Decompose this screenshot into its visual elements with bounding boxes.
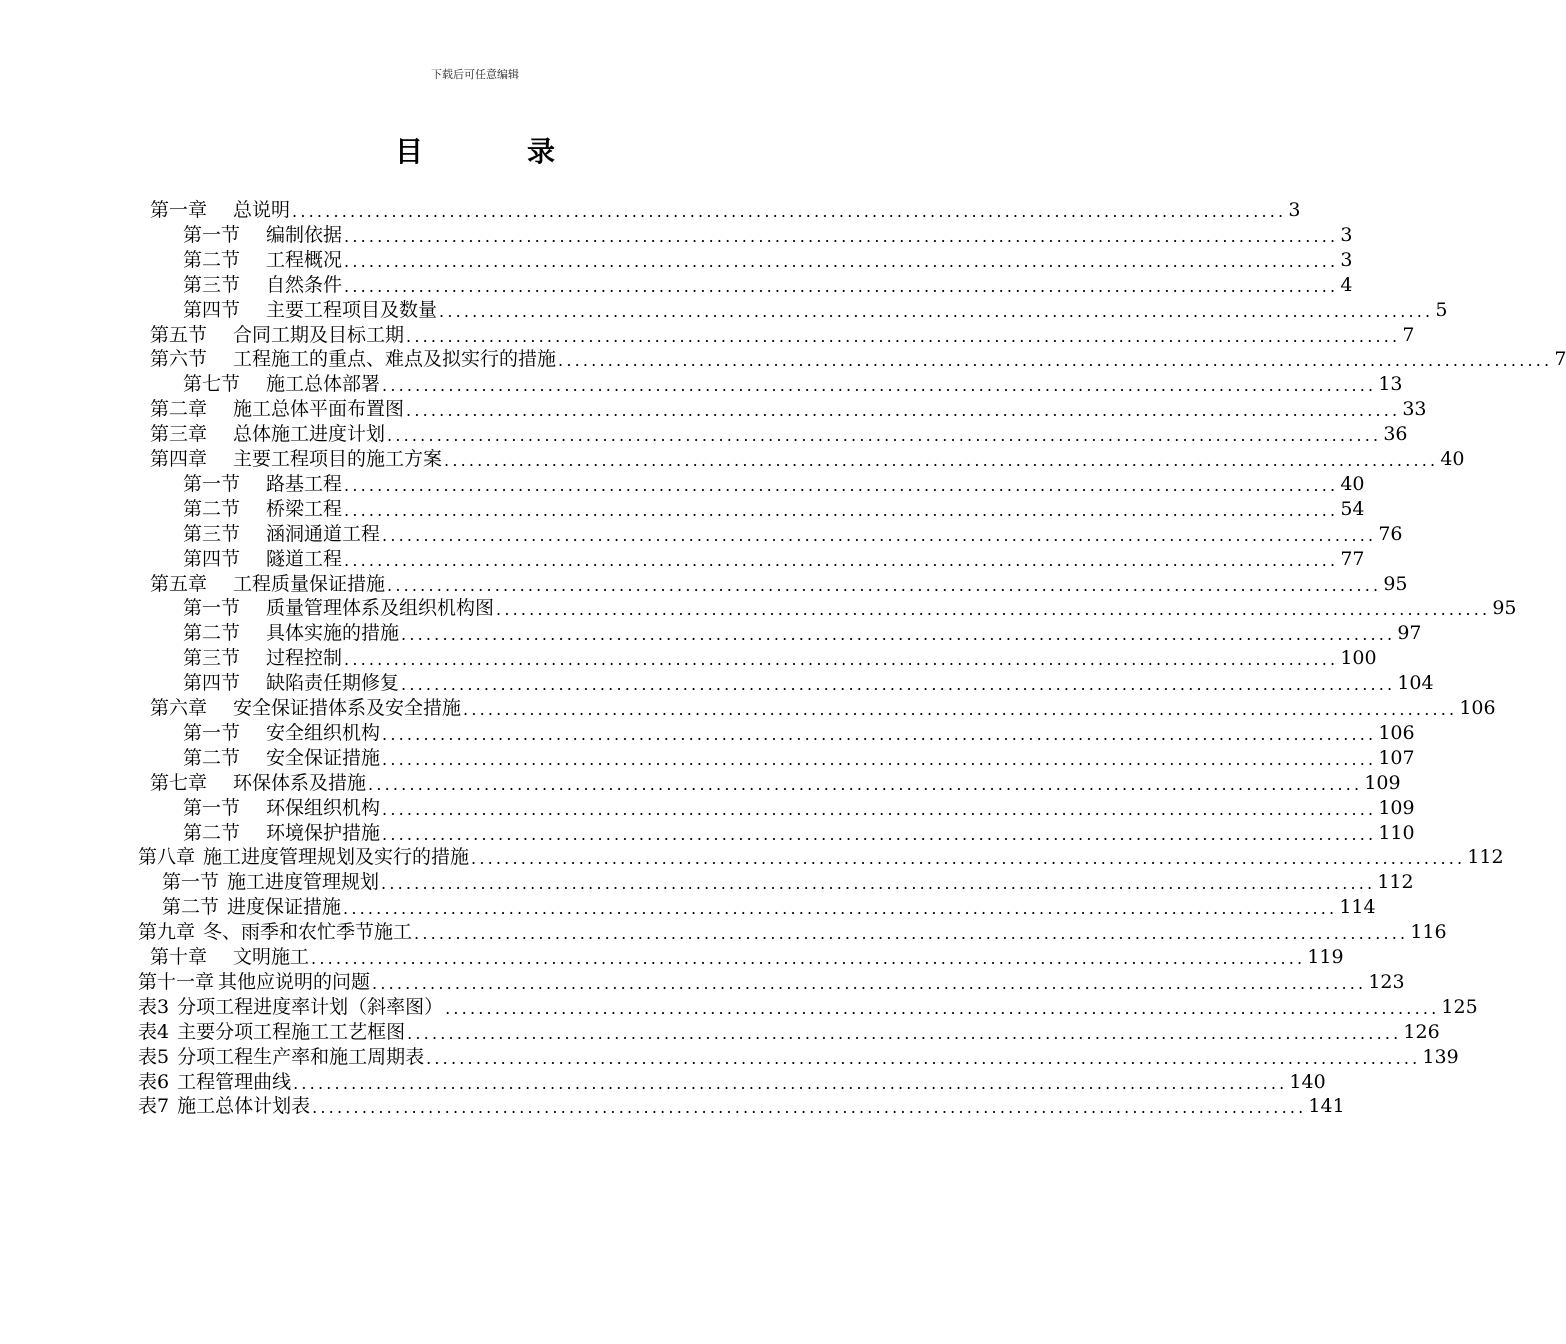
toc-entry-page: 140 [1289,1070,1326,1093]
toc-entry-page: 36 [1383,423,1408,446]
toc-entry-label: 第一节 [183,721,241,744]
toc-entry-page: 3 [1340,248,1353,271]
toc-entry-text: 路基工程 [266,472,343,495]
toc-leader-dots: ........................................................................................................................ [496,600,1491,620]
toc-entry-label: 第二节 [183,821,241,844]
toc-entry[interactable] [138,1070,1326,1095]
toc-entry-heading [183,248,342,273]
toc-entry-label: 第二节 [183,622,241,645]
toc-entry-label: 第二章 [150,398,208,421]
toc-entry-text: 工程概况 [266,248,343,271]
toc-entry-heading [138,1070,291,1095]
toc-entry-text: 质量管理体系及组织机构图 [266,597,495,620]
toc-title-left: 目 [394,135,423,168]
toc-entry-text: 涵洞通道工程 [266,522,381,545]
toc-entry-label: 第三节 [183,273,241,296]
toc-leader-dots: ........................................................................................................................ [387,426,1382,446]
toc-entry-heading [138,995,443,1020]
toc-leader-dots: ........................................................................................................................ [344,251,1339,271]
toc-entry-text: 过程控制 [266,647,343,670]
toc-entry-text: 进度保证措施 [227,896,342,919]
toc-entry-label: 第二节 [162,896,220,919]
toc-entry-page: 5 [1435,298,1448,321]
toc-entry-page: 95 [1383,572,1408,595]
toc-entry-heading [183,746,380,771]
toc-entry-label: 第九章 [138,921,196,944]
toc-entry[interactable] [183,796,1415,821]
toc-entry-page: 106 [1459,697,1496,719]
toc-entry-label: 第四章 [150,448,208,470]
toc-entry-heading [138,1020,405,1045]
toc-entry-text: 安全保证措体系及安全措施 [233,697,462,719]
toc-entry-page: 107 [1378,746,1415,769]
toc-title-right: 录 [527,135,556,168]
toc-leader-dots: ........................................................................................................................ [406,401,1401,421]
toc-entry-text: 总说明 [233,199,291,221]
toc-entry[interactable] [150,347,1566,372]
toc-entry-heading [183,621,399,646]
toc-entry-label: 第二节 [183,248,241,271]
header-note: 下载后可任意编辑 [431,68,519,81]
toc-entry-page: 7 [1554,348,1566,371]
toc-leader-dots: ........................................................................................................................ [387,575,1382,595]
toc-entry-label: 第三章 [150,423,208,446]
toc-entry-text: 具体实施的措施 [266,622,400,645]
toc-entry-page: 139 [1422,1045,1459,1068]
toc-leader-dots: ........................................................................................................................ [382,824,1377,844]
toc-entry[interactable] [138,845,1504,870]
toc-entry[interactable] [183,497,1365,522]
toc-entry-heading [183,547,342,572]
toc-leader-dots: ........................................................................................................................ [439,301,1434,321]
toc-entry-heading [183,372,380,397]
toc-entry-heading [183,497,342,522]
toc-leader-dots: ........................................................................................................................ [381,874,1376,894]
toc-entry-heading [138,1094,310,1119]
toc-entry-label: 第一节 [183,223,241,246]
toc-entry-heading [183,721,380,746]
toc-leader-dots: ........................................................................................................................ [471,849,1466,869]
toc-entry[interactable] [150,198,1301,223]
toc-entry[interactable] [138,970,1405,995]
toc-entry[interactable] [183,472,1365,497]
toc-leader-dots: ........................................................................................................................ [344,226,1339,246]
toc-entry-heading [150,572,385,597]
toc-leader-dots: ........................................................................................................................ [414,924,1409,944]
toc-entry-text: 分项工程生产率和施工周期表 [177,1045,425,1068]
toc-entry[interactable] [183,273,1353,298]
toc-entry[interactable] [150,397,1427,422]
toc-entry-page: 114 [1339,896,1376,919]
toc-leader-dots: ........................................................................................................................ [382,749,1377,769]
toc-entry-page: 104 [1397,672,1434,695]
toc-entry-page: 123 [1368,970,1405,993]
toc-leader-dots: ........................................................................................................................ [293,1073,1288,1093]
toc-entry-label: 表4 [138,1020,170,1043]
toc-entry[interactable] [150,323,1415,348]
toc-entry[interactable] [150,422,1408,447]
toc-entry-label: 第十章 [150,946,208,968]
toc-entry-label: 第六章 [150,697,208,719]
toc-entry[interactable] [162,870,1414,895]
toc-title [0,130,950,170]
toc-entry-page: 95 [1492,597,1517,620]
toc-entry[interactable] [183,298,1448,323]
toc-entry-page: 112 [1377,871,1414,894]
toc-entry-heading [183,821,380,846]
toc-entry-text: 隧道工程 [266,547,343,570]
toc-leader-dots: ........................................................................................................................ [344,550,1339,570]
toc-leader-dots: ........................................................................................................................ [382,376,1377,396]
toc-leader-dots: ........................................................................................................................ [463,700,1458,719]
toc-leader-dots: ........................................................................................................................ [444,451,1439,470]
toc-entry-label: 表3 [138,995,170,1018]
toc-entry-page: 109 [1378,796,1415,819]
toc-entry-text: 冬、雨季和农忙季节施工 [203,921,413,944]
toc-entry-text: 编制依据 [266,223,343,246]
toc-leader-dots: ........................................................................................................................ [344,500,1339,520]
toc-entry-label: 第十一章 [138,970,215,993]
toc-entry-page: 109 [1364,771,1401,794]
toc-entry-text: 工程管理曲线 [177,1070,292,1093]
toc-entry-text: 主要工程项目的施工方案 [233,448,443,470]
toc-entry-text: 主要工程项目及数量 [266,298,438,321]
toc-entry[interactable] [183,646,1377,671]
toc-leader-dots: ........................................................................................................................ [382,799,1377,819]
toc-entry-text: 桥梁工程 [266,497,343,520]
toc-entry-label: 第三节 [183,647,241,670]
toc-leader-dots: ........................................................................................................................ [344,475,1339,495]
toc-entry-page: 119 [1307,946,1344,968]
toc-entry[interactable] [183,223,1353,248]
toc-leader-dots: ........................................................................................................................ [445,998,1440,1018]
toc-entry[interactable] [150,771,1401,796]
toc-entry[interactable] [150,945,1344,970]
toc-entry[interactable] [150,447,1465,472]
toc-entry-heading [183,298,437,323]
toc-entry-page: 54 [1340,497,1365,520]
toc-entry-page: 110 [1378,821,1415,844]
toc-leader-dots: ........................................................................................................................ [426,1048,1421,1068]
toc-entry-page: 112 [1467,846,1504,869]
toc-leader-dots: ........................................................................................................................ [372,973,1367,993]
toc-entry-page: 141 [1308,1095,1345,1118]
toc-leader-dots: ........................................................................................................................ [312,1098,1307,1118]
toc-leader-dots: ........................................................................................................................ [401,675,1396,695]
toc-entry-text: 其他应说明的问题 [218,970,371,993]
toc-entry[interactable] [183,596,1517,621]
toc-entry-label: 第七章 [150,771,208,794]
toc-entry-text: 施工总体平面布置图 [233,398,405,421]
toc-entry-heading [138,845,469,870]
toc-entry-heading [150,422,385,447]
toc-entry-page: 125 [1441,995,1478,1018]
toc-entry[interactable] [183,372,1403,397]
toc-entry[interactable] [138,920,1447,945]
toc-entry-text: 文明施工 [233,946,310,968]
toc-entry-label: 第三节 [183,522,241,545]
toc-entry-label: 第二节 [183,497,241,520]
toc-entry-text: 安全保证措施 [266,746,381,769]
toc-leader-dots: ........................................................................................................................ [311,949,1306,968]
toc-entry-page: 40 [1340,472,1365,495]
toc-entry-text: 缺陷责任期修复 [266,672,400,695]
toc-entry-label: 第一章 [150,199,208,221]
toc-entry-label: 第二节 [183,746,241,769]
toc-entry[interactable] [138,1094,1345,1119]
toc-entry-text: 自然条件 [266,273,343,296]
toc-entry-label: 第四节 [183,547,241,570]
toc-entry-page: 106 [1378,721,1415,744]
toc-leader-dots: ........................................................................................................................ [292,202,1287,221]
toc-leader-dots: ........................................................................................................................ [401,625,1396,645]
toc-leader-dots: ........................................................................................................................ [407,1023,1402,1043]
toc-entry[interactable] [150,572,1408,597]
toc-entry-heading [150,945,309,970]
toc-entry-page: 40 [1440,448,1465,470]
toc-entry-page: 76 [1378,522,1403,545]
toc-leader-dots: ........................................................................................................................ [344,650,1339,670]
toc-leader-dots: ........................................................................................................................ [343,899,1338,919]
toc-entry-label: 第七节 [183,373,241,396]
toc-entry-heading [183,273,342,298]
toc-entry[interactable] [150,696,1496,721]
toc-entry-heading [150,447,442,472]
toc-entry-heading [150,771,366,796]
toc-leader-dots: ........................................................................................................................ [406,326,1401,346]
toc-entry-text: 合同工期及目标工期 [233,323,405,346]
toc-entry-text: 施工总体部署 [266,373,381,396]
toc-entry-text: 工程质量保证措施 [233,572,386,595]
toc-entry-page: 3 [1288,199,1301,221]
toc-entry[interactable] [183,547,1365,572]
toc-entry-label: 表7 [138,1095,170,1118]
toc-entry[interactable] [183,721,1415,746]
toc-entry[interactable] [138,1045,1459,1070]
toc-entry-page: 4 [1340,273,1353,296]
toc-entry-text: 环境保护措施 [266,821,381,844]
toc-entry-page: 116 [1410,921,1447,944]
toc-entry[interactable] [183,671,1434,696]
toc-entry[interactable] [162,895,1376,920]
toc-entry[interactable] [138,1020,1440,1045]
toc-entry-heading [150,347,556,372]
toc-entry-label: 第四节 [183,672,241,695]
toc-entry-heading [183,596,494,621]
toc-entry[interactable] [183,621,1422,646]
toc-entry-label: 第八章 [138,846,196,869]
toc-entry-heading [150,323,404,348]
toc-entry-label: 第六节 [150,348,208,371]
toc-entry-text: 施工总体计划表 [177,1095,311,1118]
toc-entry[interactable] [183,522,1403,547]
toc-entry-page: 100 [1340,647,1377,670]
toc-leader-dots: ........................................................................................................................ [382,525,1377,545]
toc-entry-text: 环保体系及措施 [233,771,367,794]
toc-leader-dots: ........................................................................................................................ [368,774,1363,794]
toc-entry-page: 13 [1378,373,1403,396]
toc-entry-page: 7 [1402,323,1415,346]
toc-entry-text: 总体施工进度计划 [233,423,386,446]
toc-entry[interactable] [183,746,1415,771]
toc-entry-label: 第五章 [150,572,208,595]
toc-entry-heading [150,696,461,721]
toc-entry-label: 第一节 [183,597,241,620]
toc-entry-text: 分项工程进度率计划（斜率图） [177,995,444,1018]
toc-entry-heading [183,796,380,821]
toc-entry-label: 表5 [138,1045,170,1068]
toc-entry[interactable] [183,821,1415,846]
toc-entry-text: 主要分项工程施工工艺框图 [177,1020,406,1043]
toc-entry-heading [162,895,341,920]
toc-entry-heading [150,198,290,223]
toc-entry[interactable] [183,248,1353,273]
toc-entry-page: 97 [1397,622,1422,645]
toc-entry-label: 第四节 [183,298,241,321]
toc-entry-label: 第五节 [150,323,208,346]
toc-entry-label: 第一节 [183,472,241,495]
toc-entry-heading [138,1045,424,1070]
toc-entry-heading [183,472,342,497]
toc-entry-text: 施工进度管理规划 [227,871,380,894]
toc-leader-dots: ........................................................................................................................ [558,351,1553,371]
toc-leader-dots: ........................................................................................................................ [344,276,1339,296]
toc-entry-heading [183,671,399,696]
toc-entry[interactable] [138,995,1478,1020]
toc-entry-label: 第一节 [162,871,220,894]
toc-entry-heading [183,223,342,248]
toc-entry-heading [162,870,379,895]
toc-entry-text: 环保组织机构 [266,796,381,819]
toc-entry-text: 施工进度管理规划及实行的措施 [203,846,470,869]
toc-entry-text: 工程施工的重点、难点及拟实行的措施 [233,348,557,371]
toc-entry-text: 安全组织机构 [266,721,381,744]
toc-entry-heading [183,522,380,547]
toc-entry-heading [150,397,404,422]
toc-entry-page: 77 [1340,547,1365,570]
toc-entry-page: 126 [1403,1020,1440,1043]
toc-entry-heading [138,920,412,945]
toc-entry-label: 表6 [138,1070,170,1093]
toc-entry-heading [183,646,342,671]
toc-entry-page: 3 [1340,223,1353,246]
toc-leader-dots: ........................................................................................................................ [382,724,1377,744]
toc-entry-page: 33 [1402,398,1427,421]
toc-entry-heading [138,970,370,995]
toc-entry-label: 第一节 [183,796,241,819]
